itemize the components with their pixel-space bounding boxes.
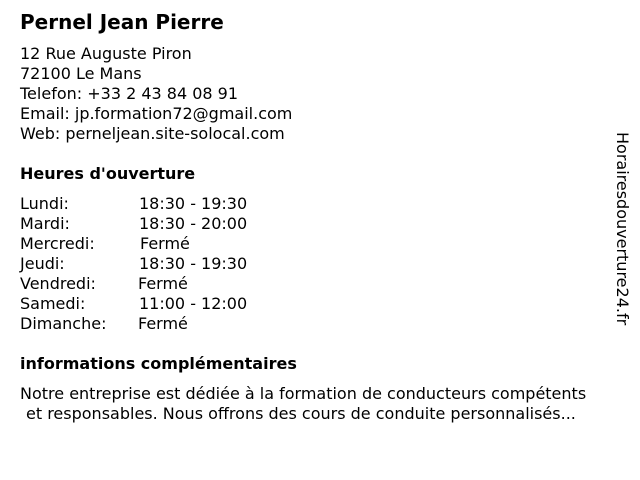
hours-value: 18:30 - 19:30	[139, 254, 248, 273]
day-label: Mardi:	[20, 214, 70, 233]
day-label: Lundi:	[20, 194, 69, 213]
contact-block	[20, 44, 292, 144]
business-name: Pernel Jean Pierre	[20, 10, 224, 34]
phone-number[interactable]: Telefon: +33 2 43 84 08 91	[20, 84, 239, 103]
day-label: Dimanche:	[20, 314, 107, 333]
hours-value: 18:30 - 20:00	[139, 214, 248, 233]
day-label: Samedi:	[20, 294, 86, 313]
info-text-line1: Notre entreprise est dédiée à la formation de conducteurs compétents	[20, 384, 587, 403]
hours-value: Fermé	[138, 274, 188, 293]
day-label: Jeudi:	[20, 254, 65, 273]
watermark-label	[604, 132, 636, 344]
hours-value: Fermé	[140, 234, 190, 253]
hours-heading: Heures d'ouverture	[20, 164, 196, 183]
day-label: Mercredi:	[20, 234, 95, 253]
address-line2: 72100 Le Mans	[20, 64, 142, 83]
watermark-text: Horairesdouverture24.fr	[613, 132, 632, 326]
hours-value: Fermé	[138, 314, 188, 333]
info-text	[20, 384, 632, 424]
hours-value: 18:30 - 19:30	[139, 194, 248, 213]
info-heading: informations complémentaires	[20, 354, 297, 373]
website-link[interactable]: Web: perneljean.site-solocal.com	[20, 124, 285, 143]
info-text-line2: et responsables. Nous offrons des cours de conduite personnalisés...	[26, 404, 576, 423]
hours-value: 11:00 - 12:00	[139, 294, 248, 313]
email-address[interactable]: Email: jp.formation72@gmail.com	[20, 104, 293, 123]
day-label: Vendredi:	[20, 274, 96, 293]
address-line1: 12 Rue Auguste Piron	[20, 44, 192, 63]
